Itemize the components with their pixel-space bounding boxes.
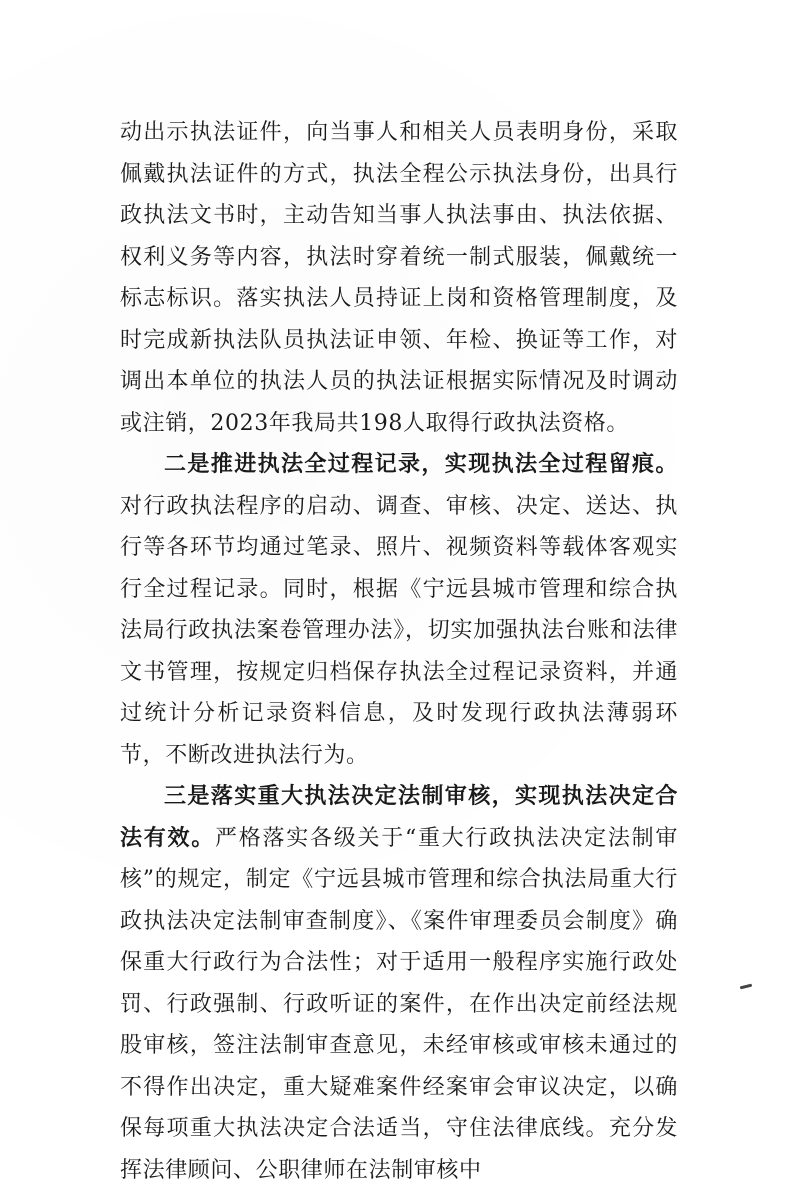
- paragraph-1-text: 动出示执法证件，向当事人和相关人员表明身份，采取佩戴执法证件的方式，执法全程公示执法身份，出具行政执法文书时，主动告知当事人执法事由、执法依据、权利义务等内容，执法时穿着统一制式服装，佩戴统一标志标识。落实执法人员持证上岗和资格管理制度，及时完成新执法队员执法证申领、年检、换证等工作，对调出本单位的执法人员的执法证根据实际情况及时调动或注销，2023年我局共198人取得行政执法资格。: [120, 120, 678, 436]
- paragraph-2-text: 对行政执法程序的启动、调查、审核、决定、送达、执行等各环节均通过笔录、照片、视频资料等载体客观实行全过程记录。同时，根据《宁远县城市管理和综合执法局行政执法案卷管理办法》，切实加强执法台账和法律文书管理，按规定归档保存执法全过程记录资料，并通过统计分析记录资料信息，及时发现行政执法薄弱环节，不断改进执法行为。: [120, 493, 678, 768]
- document-body: [120, 112, 678, 1191]
- paragraph-2: [120, 444, 678, 776]
- paragraph-3-heading: 三是落实重大执法决定法制审核，实现执法决定合法有效。: [120, 783, 678, 851]
- paragraph-2-heading: 二是推进执法全过程记录，实现执法全过程留痕。: [164, 451, 678, 477]
- paragraph-1: [120, 112, 678, 444]
- paragraph-3: [120, 776, 678, 1191]
- paragraph-3-text: 严格落实各级关于“重大行政执法决定法制审核”的规定，制定《宁远县城市管理和综合执法局重大行政执法决定法制审查制度》、《案件审理委员会制度》确保重大行政行为合法性；对于适用一般程序实施行政处罚、行政强制、行政听证的案件，在作出决定前经法规股审核，签注法制审查意见，未经审核或审核未通过的不得作出决定，重大疑难案件经案审会审议决定，以确保每项重大执法决定合法适当，守住法律底线。充分发挥法律顾问、公职律师在法制审核中: [120, 825, 678, 1183]
- scan-speck: [740, 984, 752, 990]
